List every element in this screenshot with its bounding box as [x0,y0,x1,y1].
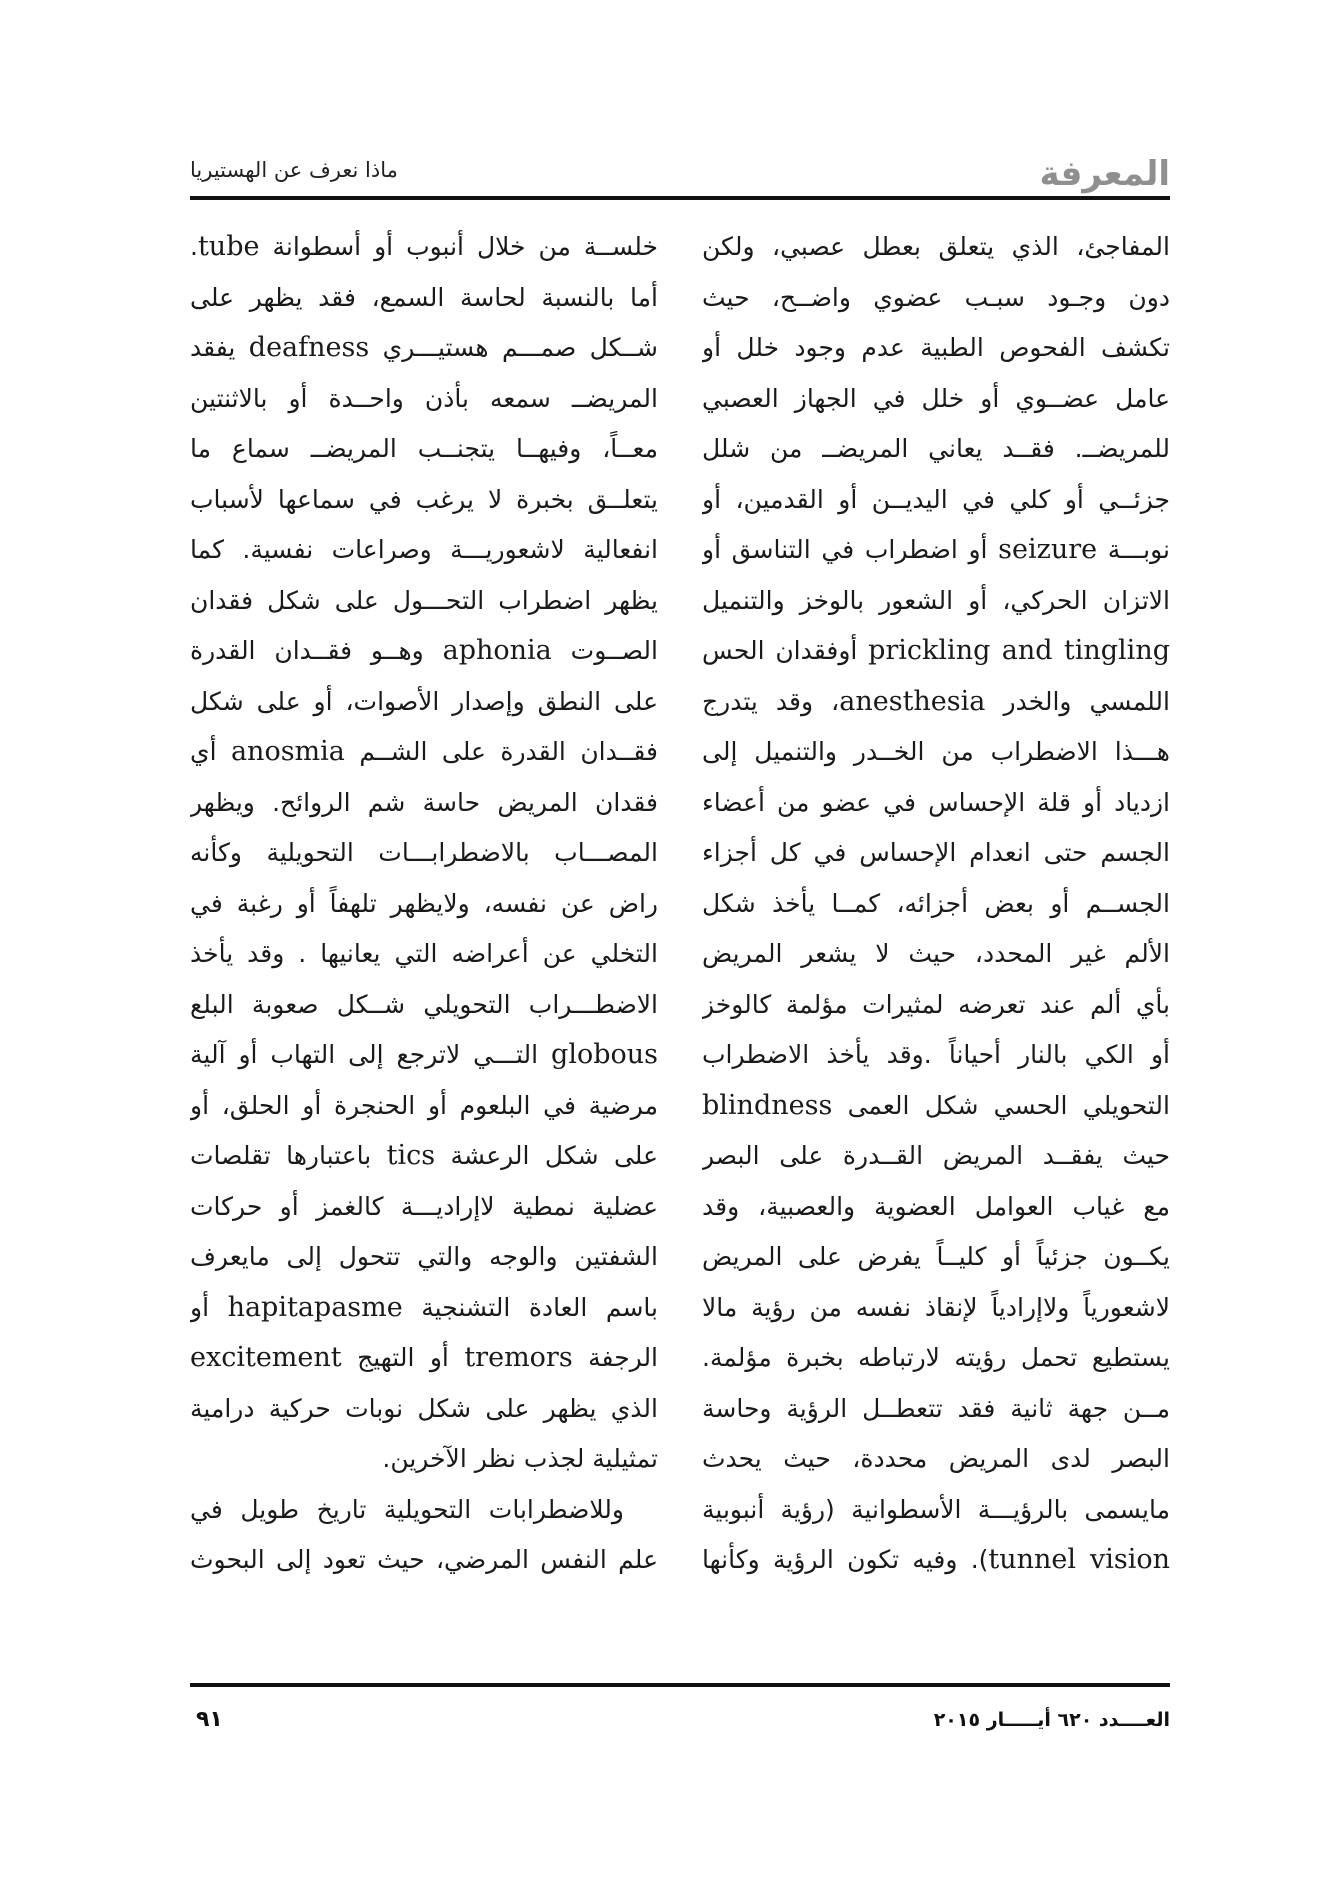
text-line: حيث يفقــد المريض القــدرة على البصر [702,1141,1170,1170]
text-line: يكــون جزئياً أو كليــاً يفرض على المريض [702,1242,1170,1271]
issue-info: العــــدد ٦٢٠ أيـــــار ٢٠١٥ [933,1709,1170,1731]
text-line: تمثيلية لجذب نظر الآخرين. [382,1444,658,1473]
text-line: هـــذا الاضطراب من الخــدر والتنميل إلى [702,737,1170,766]
text-line: tunnel vision). وفيه تكون الرؤية وكأنها [702,1544,1170,1575]
text-line: جزئــي أو كلي في اليديــن أو القدمين، أو [702,484,1170,514]
text-line: معــاً، وفيهــا يتجنــب المريضــ سماع ما [190,434,658,463]
text-line: يستطيع تحمل رؤيته لارتباطه بخبرة مؤلمة. [702,1343,1170,1372]
text-line: عضلية نمطية لاإراديـــة كالغمز أو حركات [190,1191,658,1221]
text-line: الرجفة tremors أو التهيج excitement [190,1342,658,1373]
magazine-logo: المعرفة [1039,154,1170,194]
text-line: الألم غير المحدد، حيث لا يشعر المريض [702,939,1170,968]
text-line: أو الكي بالنار أحياناً .وقد يأخذ الاضطراب [702,1040,1170,1069]
page-footer [190,1705,1170,1745]
text-line: لاشعورياً ولاإرادياً لإنقاذ نفسه من رؤية مالا [702,1292,1170,1322]
text-line: يتعلــق بخبرة لا يرغب في سماعها لأسباب [190,484,658,514]
text-line: فقدان المريض حاسة شم الروائح. ويظهر [190,787,658,817]
text-line: الصــوت aphonia وهــو فقــدان القدرة [190,635,658,666]
header-rule [190,196,1170,200]
text-line: مايسمى بالرؤيـــة الأسطوانية (رؤية أنبوبية [702,1494,1170,1524]
text-line: المصـــاب بالاضطرابـــات التحويلية وكأنه [190,838,658,867]
text-line: اللمسي والخدر anesthesia، وقد يتدرج [702,685,1170,717]
text-line: مــن جهة ثانية فقد تتعطــل الرؤية وحاسة [702,1393,1170,1423]
text-line: prickling and tingling أوفقدان الحس [702,635,1170,666]
text-line: globous التـــي لاترجع إلى التهاب أو آلية [190,1039,658,1070]
text-line: مرضية في البلعوم أو الحنجرة أو الحلق، أو [190,1090,658,1120]
text-line: عامل عضــوي أو خلل في الجهاز العصبي [702,383,1170,413]
text-line: تكشف الفحوص الطبية عدم وجود خلل أو [702,333,1170,362]
text-line: على شكل الرعشة tics باعتبارها تقلصات [190,1140,658,1171]
text-line: على النطق وإصدار الأصوات، أو على شكل [190,686,658,716]
text-line: الجســم أو بعض أجزائه، كمــا يأخذ شكل [702,888,1170,918]
text-line: نوبـــة seizure أو اضطراب في التناسق أو [702,534,1170,565]
text-line: وللاضطرابات التحويلية تاريخ طويل في [190,1494,624,1524]
text-line: الذي يظهر على شكل نوبات حركية درامية [190,1393,658,1423]
page-header [190,150,1170,194]
text-line: انفعالية لاشعوريـــة وصراعات نفسية. كما [190,535,658,564]
text-column-right [702,222,1170,1677]
text-line: باسم العادة التشنجية hapitapasme أو [190,1291,658,1323]
text-line: ازدياد أو قلة الإحساس في عضو من أعضاء [702,787,1170,817]
text-line: بأي ألم عند تعرضه لمثيرات مؤلمة كالوخز [702,989,1170,1019]
text-line: الاتزان الحركي، أو الشعور بالوخز والتنميل [702,585,1170,615]
text-line: راض عن نفسه، ولايظهر تلهفاً أو رغبة في [190,888,658,918]
text-line: الشفتين والوجه والتي تتحول إلى مايعرف [190,1242,658,1271]
text-line: البصر لدى المريض محددة، حيث يحدث [702,1444,1170,1473]
text-line: الجسم حتى انعدام الإحساس في كل أجزاء [702,838,1170,867]
text-line: للمريضــ. فقــد يعاني المريضــ من شلل [702,434,1170,463]
text-line: التخلي عن أعراضه التي يعانيها . وقد يأخذ [190,939,658,968]
text-line: دون وجـود سبـب عضوي واضــح، حيث [702,282,1170,312]
running-title: ماذا نعرف عن الهستيريا [190,158,398,182]
text-line: الاضطـــراب التحويلي شــكل صعوبة البلع [190,989,658,1019]
text-column-left [190,222,658,1677]
text-line: المريضــ سمعه بأذن واحــدة أو بالاثنتين [190,383,658,413]
text-line: مع غياب العوامل العضوية والعصبية، وقد [702,1191,1170,1221]
text-line: شــكل صمـــم هستيـــري deafness يفقد [190,332,658,363]
footer-rule [190,1683,1170,1687]
text-line: التحويلي الحسي شكل العمى blindness [702,1089,1170,1121]
text-line: يظهر اضطراب التحـــول على شكل فقدان [190,585,658,615]
text-line: أما بالنسبة لحاسة السمع، فقد يظهر على [190,282,658,312]
text-line: فقــدان القدرة على الشــم anosmia أي [190,736,658,767]
text-line: علم النفس المرضي، حيث تعود إلى البحوث [190,1545,658,1574]
page-number: ٩١ [196,1707,223,1732]
text-line: خلســة من خلال أنبوب أو أسطوانة tube. [190,231,658,262]
text-line: المفاجئ، الذي يتعلق بعطل عصبي، ولكن [702,232,1170,261]
